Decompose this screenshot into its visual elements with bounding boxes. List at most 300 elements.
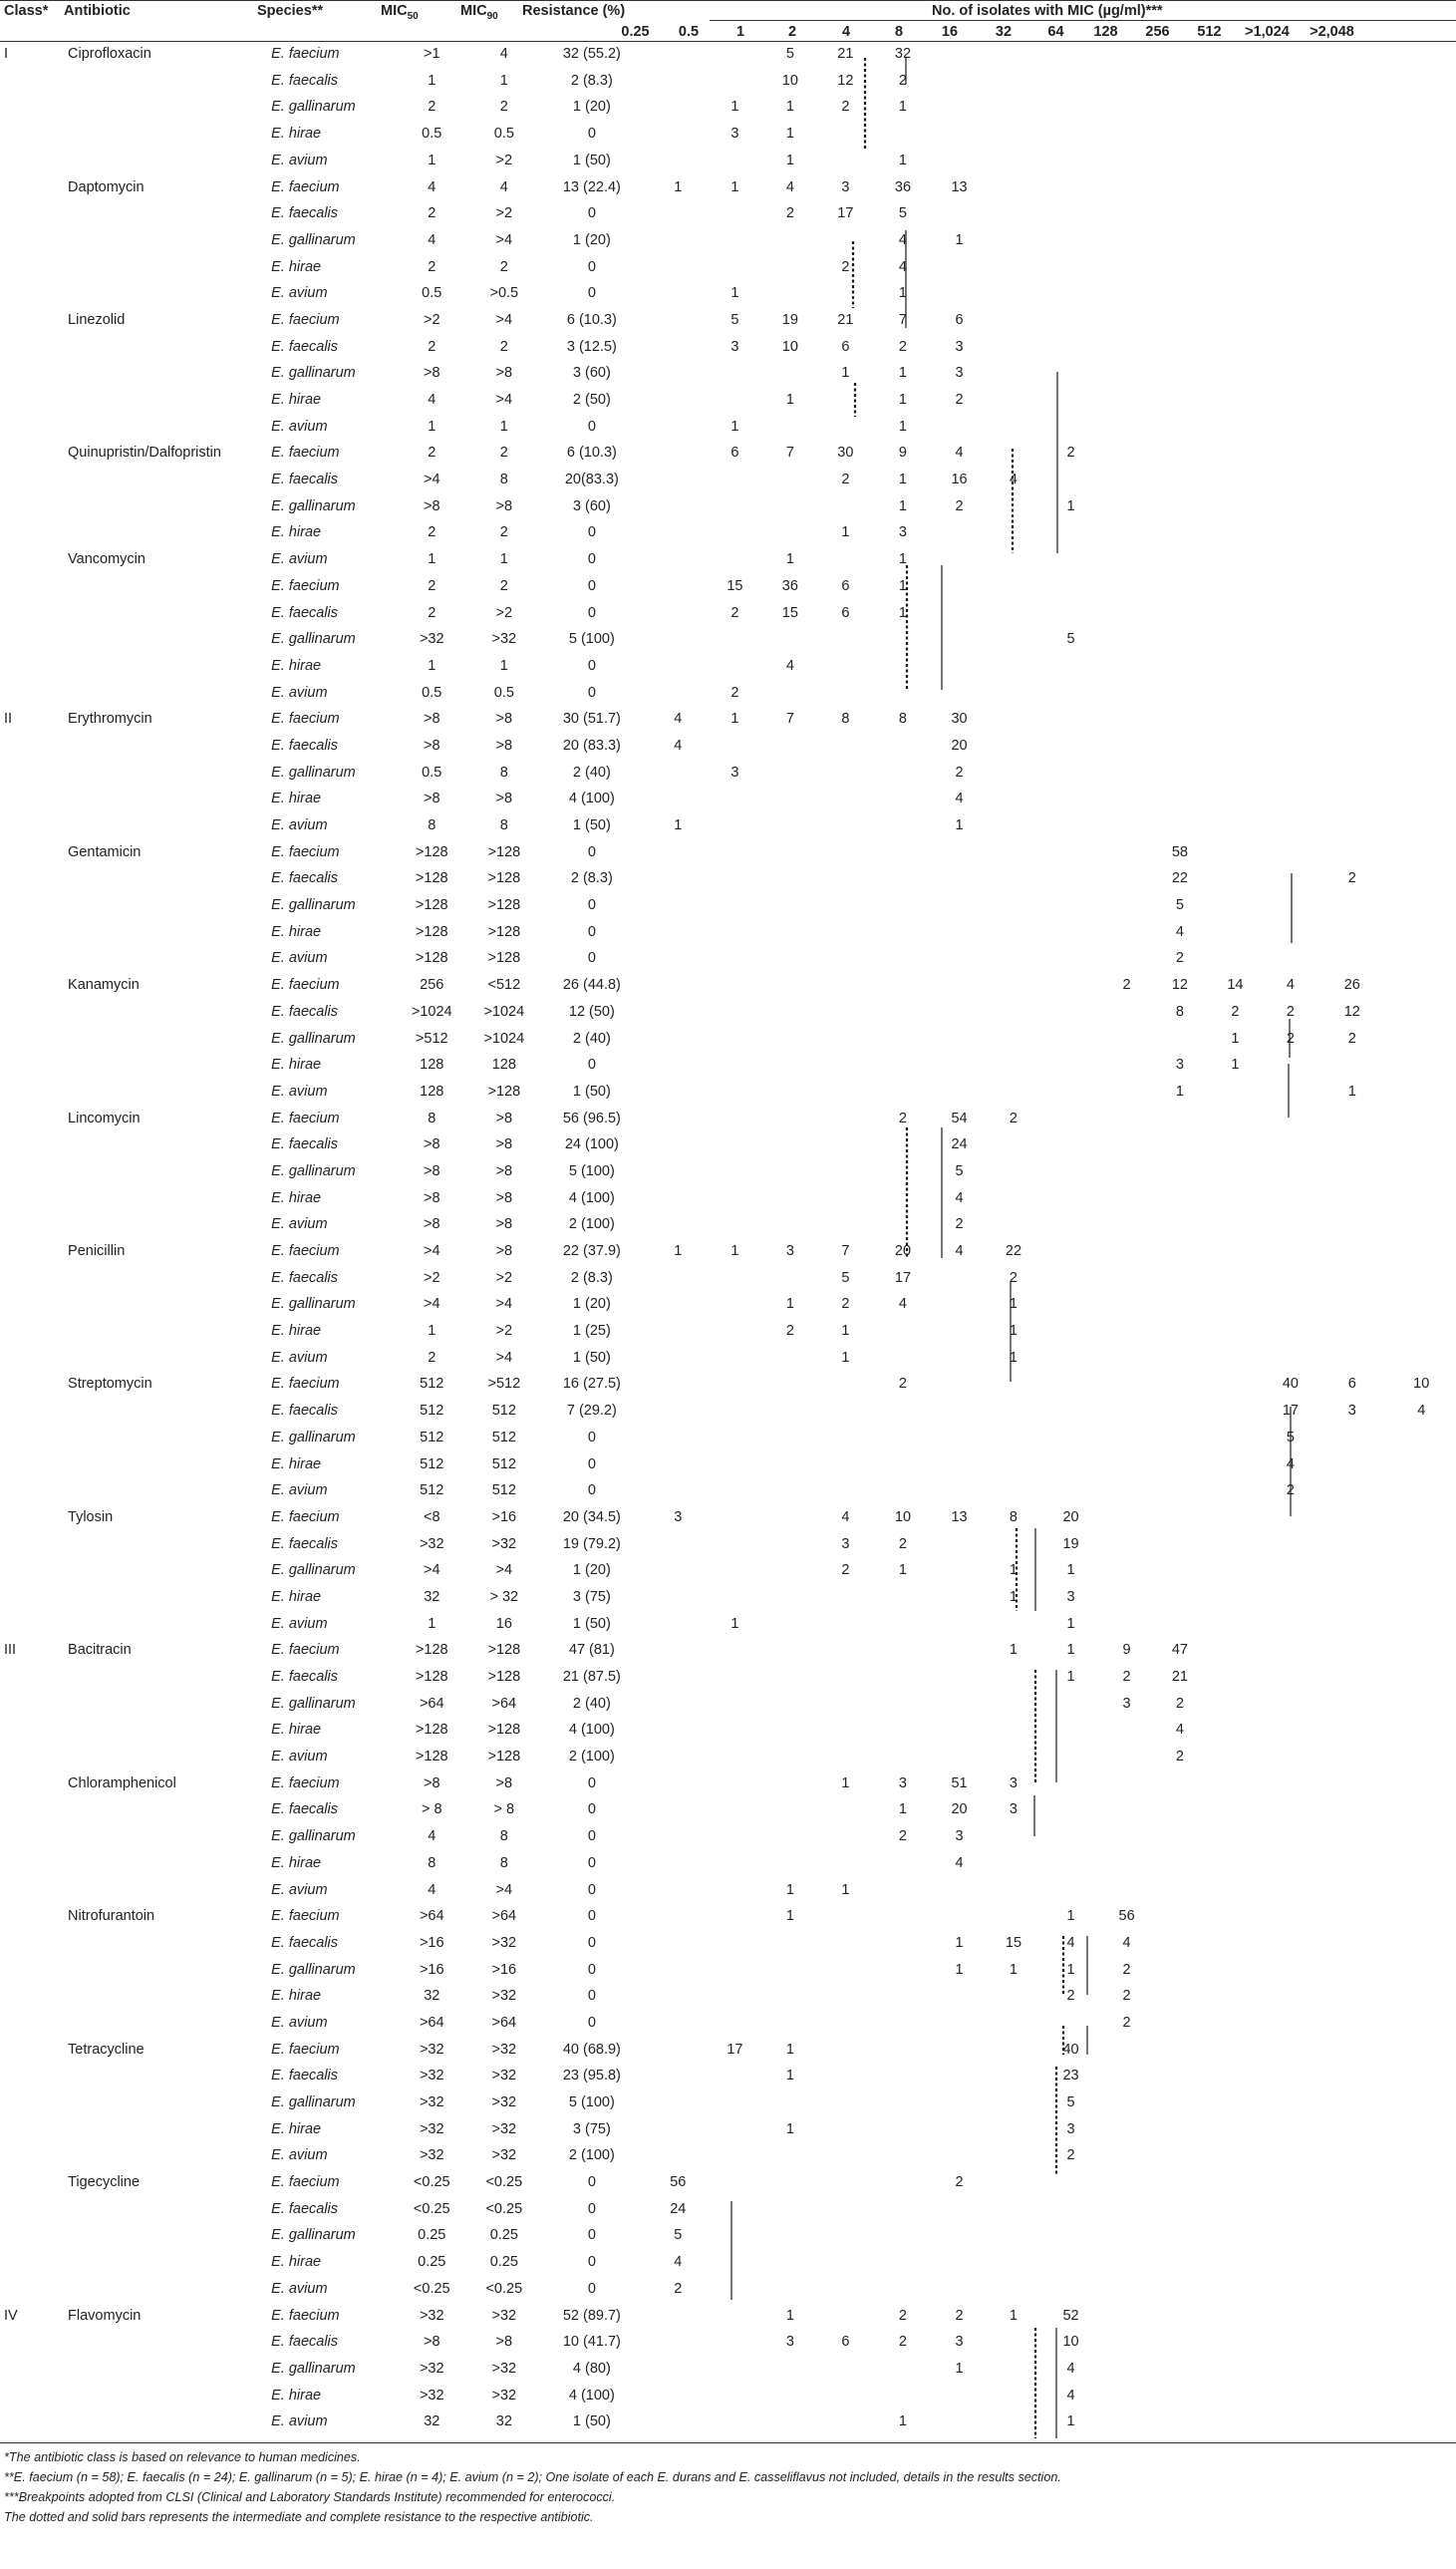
isolate-count-cell	[1264, 1185, 1317, 1212]
isolate-count-cell	[1317, 1823, 1386, 1850]
isolate-count-cell	[1153, 2408, 1207, 2435]
species-cell: E. faecium	[271, 311, 340, 328]
isolate-count-cell	[1153, 41, 1207, 68]
isolate-count-cell: 7	[785, 711, 794, 728]
isolate-count-cell	[1041, 1318, 1101, 1345]
isolate-count-cell	[1153, 2089, 1207, 2116]
header-species: Species**	[257, 3, 324, 19]
isolate-count-cell	[1207, 1557, 1264, 1584]
isolate-count-cell	[818, 2383, 873, 2409]
isolate-count-cell	[1041, 467, 1101, 493]
isolate-count-cell	[986, 945, 1040, 972]
antibiotic-cell: Tylosin	[68, 1508, 114, 1525]
isolate-count-cell	[818, 1850, 873, 1877]
isolate-count-cell	[818, 1079, 873, 1106]
isolate-count-cell	[708, 892, 762, 919]
mic-column-header: >2,048	[1310, 24, 1354, 40]
isolate-count-cell: 2	[1347, 1030, 1356, 1047]
table-row	[0, 972, 1456, 999]
isolate-count-cell	[762, 1983, 817, 2010]
isolate-count-cell	[1207, 2196, 1264, 2223]
antibiotic-cell: Gentamicin	[68, 843, 142, 860]
isolate-count-cell	[649, 919, 708, 946]
class-cell	[0, 440, 64, 467]
isolate-count-cell	[1207, 1106, 1264, 1132]
resistance-cell: 0	[587, 1881, 596, 1898]
mic90-cell: >4	[495, 231, 513, 248]
isolate-count-cell	[1100, 360, 1152, 387]
isolate-count-cell	[1386, 254, 1456, 281]
species-cell: E. faecalis	[271, 737, 339, 754]
isolate-count-cell: 1	[785, 99, 794, 116]
isolate-count-cell	[818, 1425, 873, 1451]
antibiotic-cell: Chloramphenicol	[68, 1774, 176, 1791]
isolate-count-cell: 1	[955, 1961, 964, 1978]
isolate-count-cell	[1317, 173, 1386, 200]
class-cell	[0, 972, 64, 999]
isolate-count-cell	[649, 68, 708, 95]
isolate-count-cell	[1264, 227, 1317, 254]
isolate-count-cell	[1317, 1531, 1386, 1558]
mic-column-header: 512	[1197, 24, 1222, 40]
mic90-cell: 1	[499, 551, 508, 568]
isolate-count-cell	[933, 2010, 986, 2037]
isolate-count-cell	[933, 1371, 986, 1398]
isolate-count-cell: 17	[894, 1269, 912, 1286]
table-row	[0, 1079, 1456, 1106]
mic50-cell: >128	[415, 923, 448, 940]
resistance-cell: 26 (44.8)	[562, 977, 621, 994]
isolate-count-cell	[1153, 1504, 1207, 1531]
isolate-count-cell	[986, 1823, 1040, 1850]
mic90-cell: 512	[491, 1482, 516, 1499]
isolate-count-cell	[762, 812, 817, 839]
isolate-count-cell	[873, 1477, 933, 1504]
isolate-count-cell	[1386, 173, 1456, 200]
isolate-count-cell	[1264, 2383, 1317, 2409]
isolate-count-cell: 2	[1286, 1003, 1295, 1020]
isolate-count-cell	[986, 2169, 1040, 2196]
resistance-cell: 1 (50)	[572, 817, 611, 834]
isolate-count-cell: 56	[670, 2174, 687, 2191]
isolate-count-cell: 6	[1347, 1376, 1356, 1393]
table-row	[0, 1823, 1456, 1850]
isolate-count-cell: 4	[955, 1243, 964, 1260]
isolate-count-cell	[1386, 1291, 1456, 1318]
isolate-count-cell	[873, 760, 933, 787]
isolate-count-cell	[1386, 148, 1456, 174]
isolate-count-cell: 2	[674, 2280, 683, 2297]
class-cell	[0, 1504, 64, 1531]
isolate-count-cell: 26	[1343, 977, 1360, 994]
isolate-count-cell: 3	[841, 1535, 850, 1552]
isolate-count-cell	[1100, 573, 1152, 600]
isolate-count-cell	[873, 892, 933, 919]
isolate-count-cell	[933, 519, 986, 546]
isolate-count-cell: 2	[1286, 1482, 1295, 1499]
isolate-count-cell	[933, 1079, 986, 1106]
isolate-count-cell	[818, 1664, 873, 1691]
table-row	[0, 945, 1456, 972]
antibiotic-cell: Quinupristin/Dalfopristin	[68, 445, 221, 462]
isolate-count-cell	[708, 1291, 762, 1318]
antibiotic-cell	[64, 1425, 271, 1451]
isolate-count-cell: 4	[955, 445, 964, 462]
isolate-count-cell	[1386, 467, 1456, 493]
isolate-count-cell	[1207, 2222, 1264, 2249]
isolate-count-cell	[1100, 1557, 1152, 1584]
isolate-count-cell: 2	[898, 2334, 907, 2351]
class-cell	[0, 1450, 64, 1477]
isolate-count-cell	[1041, 254, 1101, 281]
class-cell	[0, 1371, 64, 1398]
antibiotic-cell	[64, 573, 271, 600]
isolate-count-cell	[1317, 812, 1386, 839]
isolate-count-cell	[933, 945, 986, 972]
species-cell: E. hirae	[271, 2387, 322, 2404]
isolate-count-cell	[649, 892, 708, 919]
mic90-cell: >32	[491, 2147, 517, 2164]
species-cell: E. gallinarum	[271, 764, 356, 781]
class-cell	[0, 2383, 64, 2409]
isolate-count-cell	[818, 1052, 873, 1079]
isolate-count-cell	[1153, 2010, 1207, 2037]
antibiotic-cell	[64, 148, 271, 174]
class-cell	[0, 653, 64, 680]
antibiotic-cell	[64, 1584, 271, 1611]
isolate-count-cell	[1386, 1106, 1456, 1132]
isolate-count-cell	[1100, 1850, 1152, 1877]
isolate-count-cell	[818, 493, 873, 520]
class-cell: IV	[4, 2307, 18, 2324]
mic90-cell: 4	[499, 178, 508, 195]
antibiotic-cell: Tigecycline	[68, 2174, 141, 2191]
isolate-count-cell: 1	[1009, 1323, 1018, 1340]
isolate-count-cell	[1264, 1823, 1317, 1850]
isolate-count-cell	[1317, 786, 1386, 812]
isolate-count-cell: 1	[898, 392, 907, 409]
antibiotic-cell	[64, 999, 271, 1026]
isolate-count-cell	[986, 1079, 1040, 1106]
antibiotic-cell	[64, 227, 271, 254]
resistance-cell: 0	[587, 1828, 596, 1845]
isolate-count-cell	[1317, 280, 1386, 307]
isolate-count-cell	[1386, 360, 1456, 387]
species-cell: E. faecium	[271, 1508, 340, 1525]
isolate-count-cell: 1	[898, 577, 907, 594]
isolate-count-cell	[1153, 1796, 1207, 1823]
isolate-count-cell	[1100, 2329, 1152, 2356]
isolate-count-cell	[1207, 1371, 1264, 1398]
isolate-count-cell	[1100, 440, 1152, 467]
class-cell	[0, 387, 64, 414]
isolate-count-cell: 7	[841, 1243, 850, 1260]
isolate-count-cell: 2	[1122, 1669, 1131, 1686]
isolate-count-cell: 36	[781, 577, 798, 594]
isolate-count-cell	[1317, 519, 1386, 546]
isolate-count-cell	[762, 1584, 817, 1611]
species-cell: E. hirae	[271, 126, 322, 143]
class-cell	[0, 1211, 64, 1238]
isolate-count-cell	[1264, 280, 1317, 307]
species-cell: E. avium	[271, 2147, 328, 2164]
resistance-cell: 30 (51.7)	[562, 711, 621, 728]
isolate-count-cell	[1264, 68, 1317, 95]
species-cell: E. faecium	[271, 2307, 340, 2324]
isolate-count-cell	[1386, 1265, 1456, 1292]
mic-column-header: 8	[894, 24, 904, 40]
resistance-cell: 2 (40)	[572, 1695, 611, 1712]
isolate-count-cell	[762, 680, 817, 707]
isolate-count-cell	[1207, 1318, 1264, 1345]
isolate-count-cell	[933, 1345, 986, 1372]
isolate-count-cell	[649, 2063, 708, 2089]
isolate-count-cell	[649, 1345, 708, 1372]
isolate-count-cell	[1153, 414, 1207, 441]
isolate-count-cell: 1	[955, 231, 964, 248]
isolate-count-cell	[986, 414, 1040, 441]
isolate-count-cell	[986, 1052, 1040, 1079]
isolate-count-cell	[1041, 280, 1101, 307]
isolate-count-cell	[1100, 2383, 1152, 2409]
isolate-count-cell	[1153, 2169, 1207, 2196]
isolate-count-cell	[1317, 254, 1386, 281]
isolate-count-cell	[649, 1185, 708, 1212]
isolate-count-cell	[1207, 812, 1264, 839]
mic50-cell: 0.5	[422, 684, 442, 701]
species-cell: E. faecalis	[271, 472, 339, 488]
isolate-count-cell	[1100, 2196, 1152, 2223]
mic50-cell: 8	[428, 1110, 437, 1126]
isolate-count-cell	[1153, 760, 1207, 787]
isolate-count-cell	[762, 1106, 817, 1132]
header-antibiotic: Antibiotic	[64, 3, 131, 19]
isolate-count-cell	[1264, 1637, 1317, 1664]
isolate-count-cell: 3	[955, 365, 964, 382]
isolate-count-cell: 20	[894, 1243, 912, 1260]
isolate-count-cell	[818, 1796, 873, 1823]
isolate-count-cell	[818, 1957, 873, 1984]
resistance-cell: 0	[587, 2254, 596, 2271]
antibiotic-cell	[64, 2329, 271, 2356]
isolate-count-cell	[649, 1770, 708, 1797]
resistance-cell: 0	[587, 418, 596, 435]
isolate-count-cell	[708, 1158, 762, 1185]
mic90-cell: >8	[495, 711, 513, 728]
isolate-count-cell	[762, 2196, 817, 2223]
mic50-cell: >8	[423, 1136, 440, 1153]
isolate-count-cell	[933, 599, 986, 626]
species-cell: E. gallinarum	[271, 631, 356, 648]
mic50-cell: >8	[423, 711, 440, 728]
mic50-cell: >4	[423, 1243, 440, 1260]
isolate-count-cell	[873, 1131, 933, 1158]
resistance-cell: 0	[587, 1854, 596, 1871]
resistance-cell: 0	[587, 950, 596, 967]
mic50-cell: >128	[415, 897, 448, 914]
isolate-count-cell	[1264, 148, 1317, 174]
isolate-count-cell	[1207, 1664, 1264, 1691]
isolate-count-cell	[1386, 1158, 1456, 1185]
class-cell	[0, 2222, 64, 2249]
isolate-count-cell	[1317, 892, 1386, 919]
isolate-count-cell	[1100, 1318, 1152, 1345]
isolate-count-cell	[933, 2196, 986, 2223]
mic90-cell: <512	[487, 977, 521, 994]
mic90-cell: >32	[491, 631, 517, 648]
antibiotic-cell	[64, 1823, 271, 1850]
isolate-count-cell	[818, 839, 873, 866]
isolate-count-cell	[818, 760, 873, 787]
isolate-count-cell	[1264, 1903, 1317, 1930]
table-row	[0, 892, 1456, 919]
species-cell: E. faecalis	[271, 338, 339, 355]
isolate-count-cell	[1264, 1584, 1317, 1611]
isolate-count-cell	[818, 2356, 873, 2383]
class-cell	[0, 2089, 64, 2116]
mic90-cell: >8	[495, 791, 513, 807]
mic90-cell: >32	[491, 2120, 517, 2137]
mic90-cell: >32	[491, 2360, 517, 2377]
isolate-count-cell	[873, 2142, 933, 2169]
isolate-count-cell	[986, 1717, 1040, 1744]
isolate-count-cell	[1207, 2329, 1264, 2356]
isolate-count-cell	[649, 148, 708, 174]
isolate-count-cell	[762, 280, 817, 307]
mic50-cell: 8	[428, 1854, 437, 1871]
table-row	[0, 1717, 1456, 1744]
isolate-count-cell	[708, 227, 762, 254]
resistance-cell: 0	[587, 1801, 596, 1818]
isolate-count-cell	[1317, 1744, 1386, 1770]
class-cell: I	[4, 46, 9, 63]
isolate-count-cell	[1153, 280, 1207, 307]
resistance-cell: 6 (10.3)	[566, 445, 617, 462]
isolate-count-cell	[708, 387, 762, 414]
species-cell: E. avium	[271, 950, 328, 967]
resistance-cell: 32 (55.2)	[562, 46, 621, 63]
species-cell: E. faecalis	[271, 205, 339, 222]
isolate-count-cell	[762, 1477, 817, 1504]
mic90-cell: 8	[499, 1854, 508, 1871]
mic90-cell: >32	[491, 2387, 517, 2404]
resistance-cell: 20 (83.3)	[562, 737, 621, 754]
antibiotic-cell	[64, 1691, 271, 1718]
species-cell: E. faecalis	[271, 1801, 339, 1818]
isolate-count-cell	[649, 2142, 708, 2169]
antibiotic-cell	[64, 2222, 271, 2249]
class-cell	[0, 1876, 64, 1903]
isolate-count-cell	[986, 1477, 1040, 1504]
isolate-count-cell	[1386, 1664, 1456, 1691]
table-row	[0, 2302, 1456, 2329]
isolate-count-cell	[933, 2089, 986, 2116]
isolate-count-cell	[1317, 573, 1386, 600]
species-cell: E. faecalis	[271, 1669, 339, 1686]
isolate-count-cell	[708, 865, 762, 892]
isolate-count-cell	[1153, 334, 1207, 361]
isolate-count-cell	[708, 786, 762, 812]
mic50-cell: >128	[415, 843, 448, 860]
isolate-count-cell	[1041, 2169, 1101, 2196]
isolate-count-cell	[1207, 2276, 1264, 2303]
isolate-count-cell	[818, 1025, 873, 1052]
isolate-count-cell: 5	[898, 205, 907, 222]
species-cell: E. hirae	[271, 1854, 322, 1871]
isolate-count-cell	[1207, 414, 1264, 441]
isolate-count-cell	[986, 1691, 1040, 1718]
isolate-count-cell	[1041, 200, 1101, 227]
isolate-count-cell	[1100, 1425, 1152, 1451]
isolate-count-cell	[1207, 706, 1264, 733]
isolate-count-cell	[818, 999, 873, 1026]
isolate-count-cell	[1153, 1291, 1207, 1318]
resistance-cell: 2 (8.3)	[570, 72, 613, 89]
isolate-count-cell: 1	[1066, 1642, 1075, 1659]
isolate-count-cell	[873, 2249, 933, 2276]
resistance-cell: 23 (95.8)	[562, 2068, 621, 2085]
mic50-cell: <0.25	[413, 2280, 450, 2297]
isolate-count-cell	[873, 1664, 933, 1691]
isolate-count-cell	[1153, 2222, 1207, 2249]
isolate-count-cell	[1264, 1876, 1317, 1903]
isolate-count-cell: 4	[1175, 1722, 1184, 1739]
isolate-count-cell	[1041, 1185, 1101, 1212]
antibiotic-cell	[64, 360, 271, 387]
antibiotic-cell	[64, 1957, 271, 1984]
isolate-count-cell	[708, 1796, 762, 1823]
mic90-cell: >8	[495, 1162, 513, 1179]
resistance-cell: 0	[587, 524, 596, 541]
isolate-count-cell	[1207, 1079, 1264, 1106]
isolate-count-cell: 20	[1062, 1508, 1079, 1525]
isolate-count-cell: 4	[955, 1189, 964, 1206]
isolate-count-cell: 1	[898, 551, 907, 568]
isolate-count-cell	[1100, 2408, 1152, 2435]
table-row	[0, 254, 1456, 281]
resistance-cell: 5 (100)	[568, 631, 615, 648]
antibiotic-cell	[64, 1796, 271, 1823]
antibiotic-cell: Ciprofloxacin	[68, 46, 151, 63]
isolate-count-cell	[1207, 1450, 1264, 1477]
isolate-count-cell	[818, 1903, 873, 1930]
antibiotic-cell	[64, 414, 271, 441]
isolate-count-cell: 5	[785, 46, 794, 63]
isolate-count-cell	[762, 786, 817, 812]
isolate-count-cell	[762, 1131, 817, 1158]
isolate-count-cell	[873, 1079, 933, 1106]
isolate-count-cell	[1386, 41, 1456, 68]
isolate-count-cell	[1153, 1983, 1207, 2010]
isolate-count-cell	[873, 1450, 933, 1477]
isolate-count-cell: 4	[1175, 923, 1184, 940]
isolate-count-cell	[933, 1637, 986, 1664]
class-cell	[0, 599, 64, 626]
isolate-count-cell	[1386, 1025, 1456, 1052]
mic90-cell: 0.25	[489, 2254, 518, 2271]
species-cell: E. avium	[271, 1216, 328, 1233]
class-cell	[0, 892, 64, 919]
isolate-count-cell	[1207, 945, 1264, 972]
isolate-count-cell: 51	[951, 1774, 968, 1791]
species-cell: E. avium	[271, 2413, 328, 2430]
isolate-count-cell	[762, 1450, 817, 1477]
isolate-count-cell	[933, 1450, 986, 1477]
species-cell: E. faecalis	[271, 2200, 339, 2217]
isolate-count-cell	[873, 1850, 933, 1877]
resistance-cell: 1 (50)	[572, 1349, 611, 1366]
isolate-count-cell	[873, 865, 933, 892]
